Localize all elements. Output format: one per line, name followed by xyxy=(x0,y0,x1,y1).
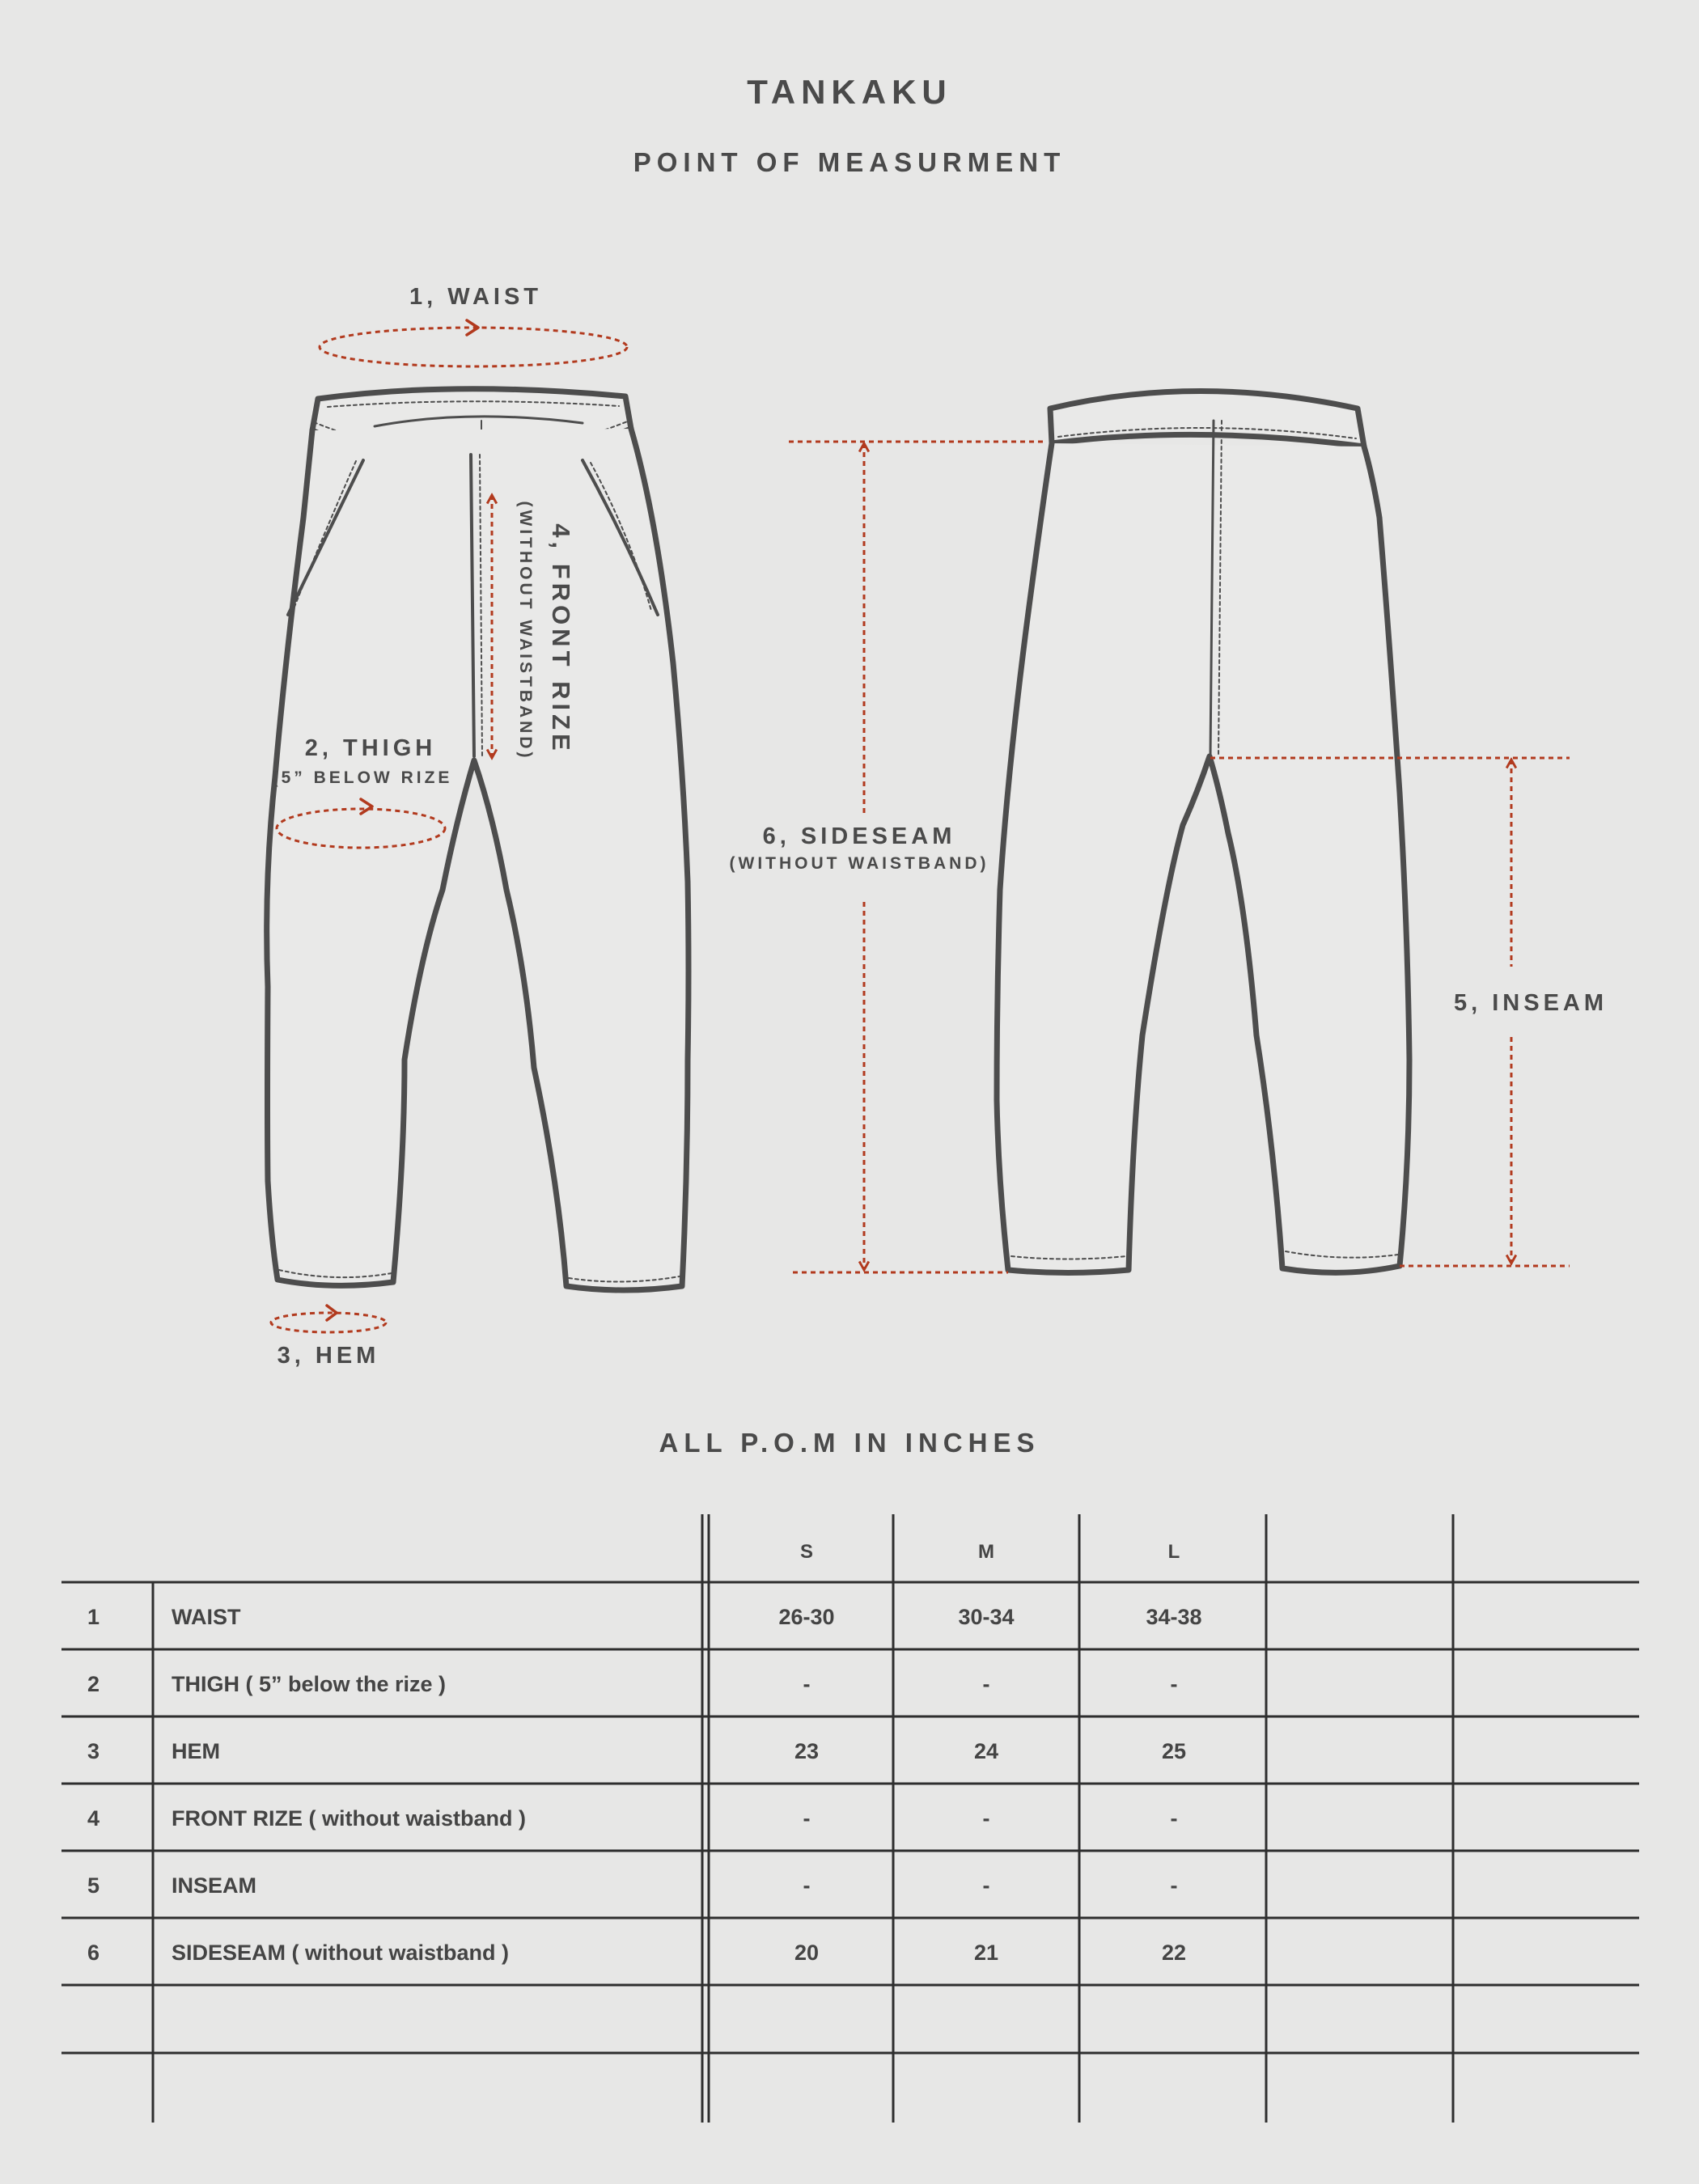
size-header-l: L xyxy=(1167,1541,1180,1563)
waist-label: 1, WAIST xyxy=(409,284,543,310)
row-number: 5 xyxy=(87,1873,100,1898)
row-number: 1 xyxy=(87,1605,100,1629)
row-value-l: - xyxy=(1170,1873,1178,1898)
row-value-l: 25 xyxy=(1161,1739,1187,1763)
row-name: HEM xyxy=(172,1739,220,1763)
front-rize-note: (WITHOUT WAISTBAND) xyxy=(516,501,535,761)
row-value-s: - xyxy=(803,1672,811,1696)
size-header-s: S xyxy=(799,1541,813,1563)
row-value-s: - xyxy=(803,1873,811,1898)
row-value-m: - xyxy=(982,1873,990,1898)
thigh-label: 2, THIGH xyxy=(304,735,437,761)
row-value-m: 30-34 xyxy=(958,1605,1015,1629)
row-name: INSEAM xyxy=(172,1873,257,1898)
row-name: THIGH ( 5” below the rize ) xyxy=(172,1672,447,1696)
row-number: 3 xyxy=(87,1739,100,1763)
row-name: FRONT RIZE ( without waistband ) xyxy=(172,1806,526,1831)
sideseam-note: (WITHOUT WAISTBAND) xyxy=(729,854,989,873)
row-value-l: - xyxy=(1170,1806,1178,1831)
row-name: WAIST xyxy=(172,1605,241,1629)
row-number: 4 xyxy=(87,1806,100,1831)
row-value-s: 20 xyxy=(794,1941,820,1965)
row-value-s: 26-30 xyxy=(778,1605,835,1629)
row-value-s: - xyxy=(803,1806,811,1831)
row-value-m: 21 xyxy=(973,1941,999,1965)
units-heading: ALL P.O.M IN INCHES xyxy=(659,1428,1040,1458)
brand-title: TANKAKU xyxy=(747,73,952,111)
row-value-s: 23 xyxy=(794,1739,820,1763)
row-number: 6 xyxy=(87,1941,100,1965)
row-value-l: - xyxy=(1170,1672,1178,1696)
hem-label: 3, HEM xyxy=(277,1343,380,1369)
page-subtitle: POINT OF MEASURMENT xyxy=(633,147,1066,177)
sideseam-label: 6, SIDESEAM xyxy=(762,823,956,849)
thigh-note: (5” BELOW RIZE xyxy=(272,768,453,787)
row-name: SIDESEAM ( without waistband ) xyxy=(172,1941,509,1965)
inseam-label: 5, INSEAM xyxy=(1453,990,1608,1016)
row-number: 2 xyxy=(87,1672,100,1696)
row-value-l: 22 xyxy=(1161,1941,1187,1965)
front-rize-label: 4, FRONT RIZE xyxy=(547,523,575,755)
row-value-m: 24 xyxy=(973,1739,999,1763)
size-header-m: M xyxy=(978,1541,994,1563)
row-value-m: - xyxy=(982,1672,990,1696)
row-value-l: 34-38 xyxy=(1146,1605,1202,1629)
row-value-m: - xyxy=(982,1806,990,1831)
